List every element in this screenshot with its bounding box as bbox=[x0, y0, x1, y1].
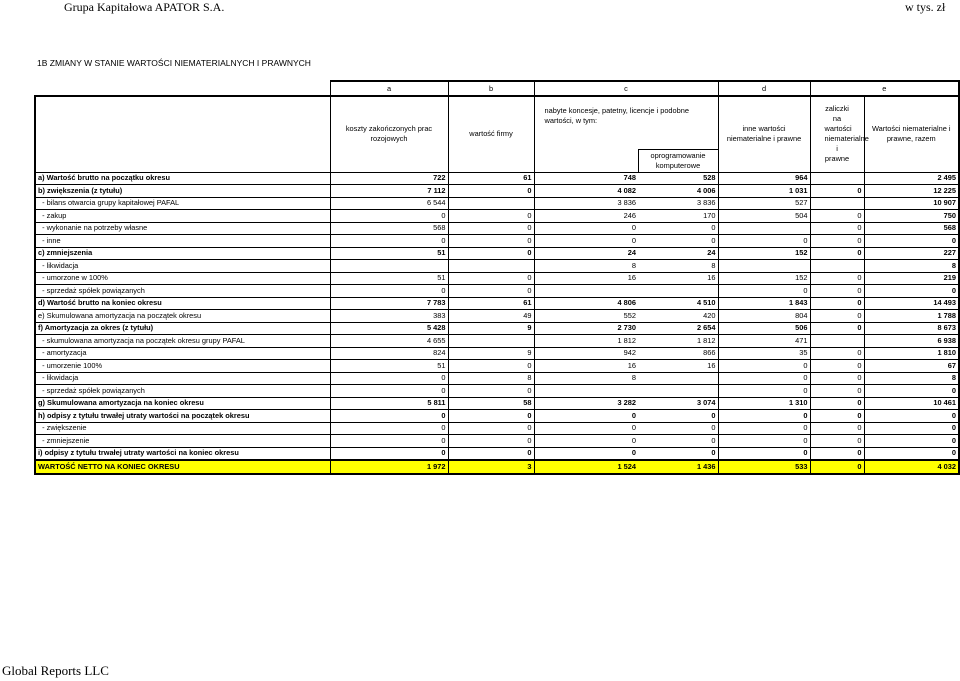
cell-value: 0 bbox=[448, 235, 534, 248]
col-header-other-intangibles: inne wartości niematerialne i prawne bbox=[718, 96, 810, 172]
cell-value: 9 bbox=[448, 347, 534, 360]
cell-value: 4 082 bbox=[534, 185, 638, 198]
table-row bbox=[35, 260, 959, 273]
cell-value bbox=[534, 385, 638, 398]
cell-value bbox=[718, 260, 810, 273]
row-label: g) Skumulowana amortyzacja na koniec okresu bbox=[35, 397, 330, 410]
cell-value: 0 bbox=[330, 372, 448, 385]
cell-value: 2 730 bbox=[534, 322, 638, 335]
letter-a: a bbox=[330, 81, 448, 96]
table-row bbox=[35, 385, 959, 398]
cell-value: 227 bbox=[864, 247, 959, 260]
cell-value: 10 461 bbox=[864, 397, 959, 410]
cell-value: 0 bbox=[718, 435, 810, 448]
cell-value: 152 bbox=[718, 272, 810, 285]
cell-value: 0 bbox=[534, 410, 638, 423]
cell-value: 0 bbox=[448, 447, 534, 460]
cell-value: 1 843 bbox=[718, 297, 810, 310]
cell-value: 0 bbox=[448, 385, 534, 398]
row-label: b) zwiększenia (z tytułu) bbox=[35, 185, 330, 198]
cell-value: 0 bbox=[534, 435, 638, 448]
table-row bbox=[35, 210, 959, 223]
cell-value: 0 bbox=[330, 235, 448, 248]
cell-value: 67 bbox=[864, 360, 959, 373]
cell-value: 0 bbox=[448, 285, 534, 298]
cell-value: 0 bbox=[864, 410, 959, 423]
row-label: - inne bbox=[35, 235, 330, 248]
cell-value: 9 bbox=[448, 322, 534, 335]
cell-value: 8 bbox=[448, 372, 534, 385]
cell-value: 35 bbox=[718, 347, 810, 360]
row-label: - zmniejszenie bbox=[35, 435, 330, 448]
cell-value: 0 bbox=[810, 297, 864, 310]
cell-value: 3 bbox=[448, 460, 534, 474]
cell-value: 0 bbox=[534, 222, 638, 235]
col-header-goodwill: wartość firmy bbox=[448, 96, 534, 172]
cell-value: 1 810 bbox=[864, 347, 959, 360]
row-label: - umorzenie 100% bbox=[35, 360, 330, 373]
cell-value: 1 031 bbox=[718, 185, 810, 198]
table-row bbox=[35, 297, 959, 310]
table-row bbox=[35, 197, 959, 210]
intangible-assets-table bbox=[34, 80, 960, 475]
cell-value: 0 bbox=[330, 435, 448, 448]
cell-value: 0 bbox=[810, 235, 864, 248]
cell-value: 0 bbox=[534, 235, 638, 248]
cell-value: 0 bbox=[810, 285, 864, 298]
table-row bbox=[35, 185, 959, 198]
cell-value: 527 bbox=[718, 197, 810, 210]
letter-b: b bbox=[448, 81, 534, 96]
table-row bbox=[35, 172, 959, 185]
cell-value: 0 bbox=[534, 447, 638, 460]
cell-value bbox=[448, 260, 534, 273]
cell-value: 58 bbox=[448, 397, 534, 410]
cell-value: 7 783 bbox=[330, 297, 448, 310]
cell-value: 5 428 bbox=[330, 322, 448, 335]
cell-value: 3 282 bbox=[534, 397, 638, 410]
cell-value: 506 bbox=[718, 322, 810, 335]
cell-value: 0 bbox=[810, 272, 864, 285]
cell-value: 0 bbox=[810, 385, 864, 398]
col-header-dev-costs: koszty zakończonych prac rozojowych bbox=[330, 96, 448, 172]
table-row bbox=[35, 247, 959, 260]
cell-value: 0 bbox=[448, 360, 534, 373]
table-row bbox=[35, 410, 959, 423]
cell-value: 0 bbox=[448, 272, 534, 285]
row-label: WARTOŚĆ NETTO NA KONIEC OKRESU bbox=[35, 460, 330, 474]
cell-value: 51 bbox=[330, 247, 448, 260]
cell-value: 0 bbox=[810, 360, 864, 373]
cell-value bbox=[810, 197, 864, 210]
cell-value: 0 bbox=[810, 222, 864, 235]
col-header-advances: zaliczki na wartości niematerialne i prawne bbox=[810, 96, 864, 172]
cell-value: 0 bbox=[448, 222, 534, 235]
cell-value: 0 bbox=[718, 410, 810, 423]
table-row bbox=[35, 335, 959, 348]
cell-value: 16 bbox=[638, 272, 718, 285]
cell-value: 533 bbox=[718, 460, 810, 474]
cell-value: 2 495 bbox=[864, 172, 959, 185]
cell-value bbox=[638, 372, 718, 385]
cell-value: 0 bbox=[810, 322, 864, 335]
cell-value: 0 bbox=[638, 422, 718, 435]
table-row bbox=[35, 272, 959, 285]
letter-c: c bbox=[534, 81, 718, 96]
table-row bbox=[35, 422, 959, 435]
cell-value: 5 811 bbox=[330, 397, 448, 410]
cell-value: 568 bbox=[330, 222, 448, 235]
cell-value: 0 bbox=[330, 210, 448, 223]
cell-value: 0 bbox=[864, 447, 959, 460]
table-row bbox=[35, 322, 959, 335]
cell-value: 7 112 bbox=[330, 185, 448, 198]
row-label: e) Skumulowana amortyzacja na początek okresu bbox=[35, 310, 330, 323]
table-row bbox=[35, 222, 959, 235]
cell-value: 16 bbox=[534, 360, 638, 373]
cell-value: 0 bbox=[864, 422, 959, 435]
cell-value: 552 bbox=[534, 310, 638, 323]
cell-value: 420 bbox=[638, 310, 718, 323]
cell-value: 0 bbox=[534, 422, 638, 435]
cell-value: 16 bbox=[638, 360, 718, 373]
cell-value: 0 bbox=[810, 460, 864, 474]
table-row bbox=[35, 372, 959, 385]
cell-value: 0 bbox=[330, 422, 448, 435]
cell-value: 0 bbox=[810, 422, 864, 435]
row-label: f) Amortyzacja za okres (z tytułu) bbox=[35, 322, 330, 335]
row-label: - skumulowana amortyzacja na początek okresu grupy PAFAL bbox=[35, 335, 330, 348]
cell-value: 0 bbox=[810, 372, 864, 385]
cell-value: 0 bbox=[448, 410, 534, 423]
cell-value bbox=[638, 285, 718, 298]
cell-value: 0 bbox=[810, 185, 864, 198]
cell-value: 0 bbox=[810, 210, 864, 223]
section-title: 1B ZMIANY W STANIE WARTOŚCI NIEMATERIALNYCH I PRAWNYCH bbox=[37, 58, 311, 68]
row-label: - sprzedaż spółek powiązanych bbox=[35, 385, 330, 398]
cell-value bbox=[534, 285, 638, 298]
cell-value: 10 907 bbox=[864, 197, 959, 210]
cell-value: 528 bbox=[638, 172, 718, 185]
cell-value: 3 836 bbox=[534, 197, 638, 210]
cell-value: 0 bbox=[864, 435, 959, 448]
row-label: - likwidacja bbox=[35, 260, 330, 273]
cell-value: 24 bbox=[638, 247, 718, 260]
cell-value: 0 bbox=[448, 247, 534, 260]
cell-value: 0 bbox=[718, 447, 810, 460]
table-row bbox=[35, 347, 959, 360]
footer-watermark: Global Reports LLC bbox=[2, 663, 109, 678]
cell-value: 0 bbox=[864, 235, 959, 248]
table-row bbox=[35, 285, 959, 298]
cell-value: 0 bbox=[810, 435, 864, 448]
row-label: - zwiększenie bbox=[35, 422, 330, 435]
col-header-licenses: nabyte koncesje, patetny, licencje i podobne wartości, w tym: bbox=[534, 96, 718, 149]
cell-value: 0 bbox=[810, 247, 864, 260]
cell-value: 0 bbox=[810, 310, 864, 323]
cell-value: 6 544 bbox=[330, 197, 448, 210]
table-row bbox=[35, 360, 959, 373]
cell-value: 4 006 bbox=[638, 185, 718, 198]
cell-value: 0 bbox=[810, 397, 864, 410]
cell-value bbox=[448, 197, 534, 210]
cell-value bbox=[330, 260, 448, 273]
cell-value: 568 bbox=[864, 222, 959, 235]
cell-value: 8 bbox=[638, 260, 718, 273]
cell-value: 0 bbox=[330, 447, 448, 460]
cell-value: 0 bbox=[718, 422, 810, 435]
cell-value: 0 bbox=[330, 285, 448, 298]
cell-value: 0 bbox=[718, 235, 810, 248]
cell-value: 0 bbox=[638, 447, 718, 460]
cell-value bbox=[448, 335, 534, 348]
cell-value: 0 bbox=[638, 435, 718, 448]
row-label: c) zmniejszenia bbox=[35, 247, 330, 260]
cell-value: 4 806 bbox=[534, 297, 638, 310]
cell-value: 0 bbox=[448, 185, 534, 198]
cell-value bbox=[810, 172, 864, 185]
cell-value bbox=[810, 335, 864, 348]
cell-value: 51 bbox=[330, 272, 448, 285]
row-label: - umorzone w 100% bbox=[35, 272, 330, 285]
cell-value bbox=[718, 222, 810, 235]
cell-value: 0 bbox=[638, 235, 718, 248]
row-label: - amortyzacja bbox=[35, 347, 330, 360]
table-row bbox=[35, 310, 959, 323]
row-label: - wykonanie na potrzeby własne bbox=[35, 222, 330, 235]
col-header-software: oprogramowanie komputerowe bbox=[638, 149, 718, 172]
cell-value: 471 bbox=[718, 335, 810, 348]
cell-value bbox=[638, 385, 718, 398]
cell-value: 49 bbox=[448, 310, 534, 323]
cell-value: 0 bbox=[448, 435, 534, 448]
cell-value: 1 524 bbox=[534, 460, 638, 474]
cell-value: 0 bbox=[810, 447, 864, 460]
cell-value: 748 bbox=[534, 172, 638, 185]
cell-value: 6 938 bbox=[864, 335, 959, 348]
cell-value: 0 bbox=[718, 360, 810, 373]
row-label: h) odpisy z tytułu trwałej utraty wartości na początek okresu bbox=[35, 410, 330, 423]
unit-label: w tys. zł bbox=[905, 0, 946, 14]
cell-value: 12 225 bbox=[864, 185, 959, 198]
cell-value: 0 bbox=[810, 410, 864, 423]
cell-value: 964 bbox=[718, 172, 810, 185]
cell-value: 24 bbox=[534, 247, 638, 260]
cell-value: 0 bbox=[718, 372, 810, 385]
cell-value: 1 972 bbox=[330, 460, 448, 474]
cell-value: 8 bbox=[864, 372, 959, 385]
cell-value: 0 bbox=[448, 422, 534, 435]
cell-value: 1 310 bbox=[718, 397, 810, 410]
row-label: - zakup bbox=[35, 210, 330, 223]
cell-value: 152 bbox=[718, 247, 810, 260]
cell-value: 61 bbox=[448, 172, 534, 185]
table-row bbox=[35, 397, 959, 410]
table-row bbox=[35, 447, 959, 460]
cell-value: 0 bbox=[864, 285, 959, 298]
row-label: - likwidacja bbox=[35, 372, 330, 385]
cell-value: 942 bbox=[534, 347, 638, 360]
cell-value: 383 bbox=[330, 310, 448, 323]
cell-value: 1 436 bbox=[638, 460, 718, 474]
row-label: d) Wartość brutto na koniec okresu bbox=[35, 297, 330, 310]
letter-e: e bbox=[810, 81, 959, 96]
cell-value: 8 bbox=[534, 260, 638, 273]
cell-value: 51 bbox=[330, 360, 448, 373]
cell-value: 0 bbox=[718, 285, 810, 298]
total-row bbox=[35, 460, 959, 474]
cell-value: 2 654 bbox=[638, 322, 718, 335]
table-row bbox=[35, 435, 959, 448]
cell-value: 1 812 bbox=[638, 335, 718, 348]
company-name: Grupa Kapitałowa APATOR S.A. bbox=[64, 0, 225, 14]
cell-value: 0 bbox=[330, 410, 448, 423]
cell-value: 4 510 bbox=[638, 297, 718, 310]
cell-value: 0 bbox=[864, 385, 959, 398]
cell-value: 750 bbox=[864, 210, 959, 223]
cell-value bbox=[810, 260, 864, 273]
cell-value: 61 bbox=[448, 297, 534, 310]
cell-value: 8 673 bbox=[864, 322, 959, 335]
col-header-total: Wartości niematerialne i prawne, razem bbox=[864, 96, 959, 172]
cell-value: 219 bbox=[864, 272, 959, 285]
cell-value: 722 bbox=[330, 172, 448, 185]
cell-value: 170 bbox=[638, 210, 718, 223]
row-label: - sprzedaż spółek powiązanych bbox=[35, 285, 330, 298]
cell-value: 0 bbox=[638, 410, 718, 423]
cell-value: 246 bbox=[534, 210, 638, 223]
cell-value: 8 bbox=[534, 372, 638, 385]
cell-value: 4 032 bbox=[864, 460, 959, 474]
letter-d: d bbox=[718, 81, 810, 96]
cell-value: 3 836 bbox=[638, 197, 718, 210]
row-label: a) Wartość brutto na początku okresu bbox=[35, 172, 330, 185]
cell-value: 16 bbox=[534, 272, 638, 285]
cell-value: 3 074 bbox=[638, 397, 718, 410]
cell-value: 0 bbox=[330, 385, 448, 398]
table-row bbox=[35, 235, 959, 248]
cell-value: 824 bbox=[330, 347, 448, 360]
cell-value: 1 788 bbox=[864, 310, 959, 323]
cell-value: 504 bbox=[718, 210, 810, 223]
row-label: - bilans otwarcia grupy kapitałowej PAFAL bbox=[35, 197, 330, 210]
cell-value: 0 bbox=[448, 210, 534, 223]
cell-value: 14 493 bbox=[864, 297, 959, 310]
cell-value: 0 bbox=[718, 385, 810, 398]
cell-value: 0 bbox=[810, 347, 864, 360]
cell-value: 1 812 bbox=[534, 335, 638, 348]
cell-value: 804 bbox=[718, 310, 810, 323]
cell-value: 8 bbox=[864, 260, 959, 273]
cell-value: 866 bbox=[638, 347, 718, 360]
row-label: i) odpisy z tytułu trwałej utraty wartości na koniec okresu bbox=[35, 447, 330, 460]
cell-value: 4 655 bbox=[330, 335, 448, 348]
cell-value: 0 bbox=[638, 222, 718, 235]
